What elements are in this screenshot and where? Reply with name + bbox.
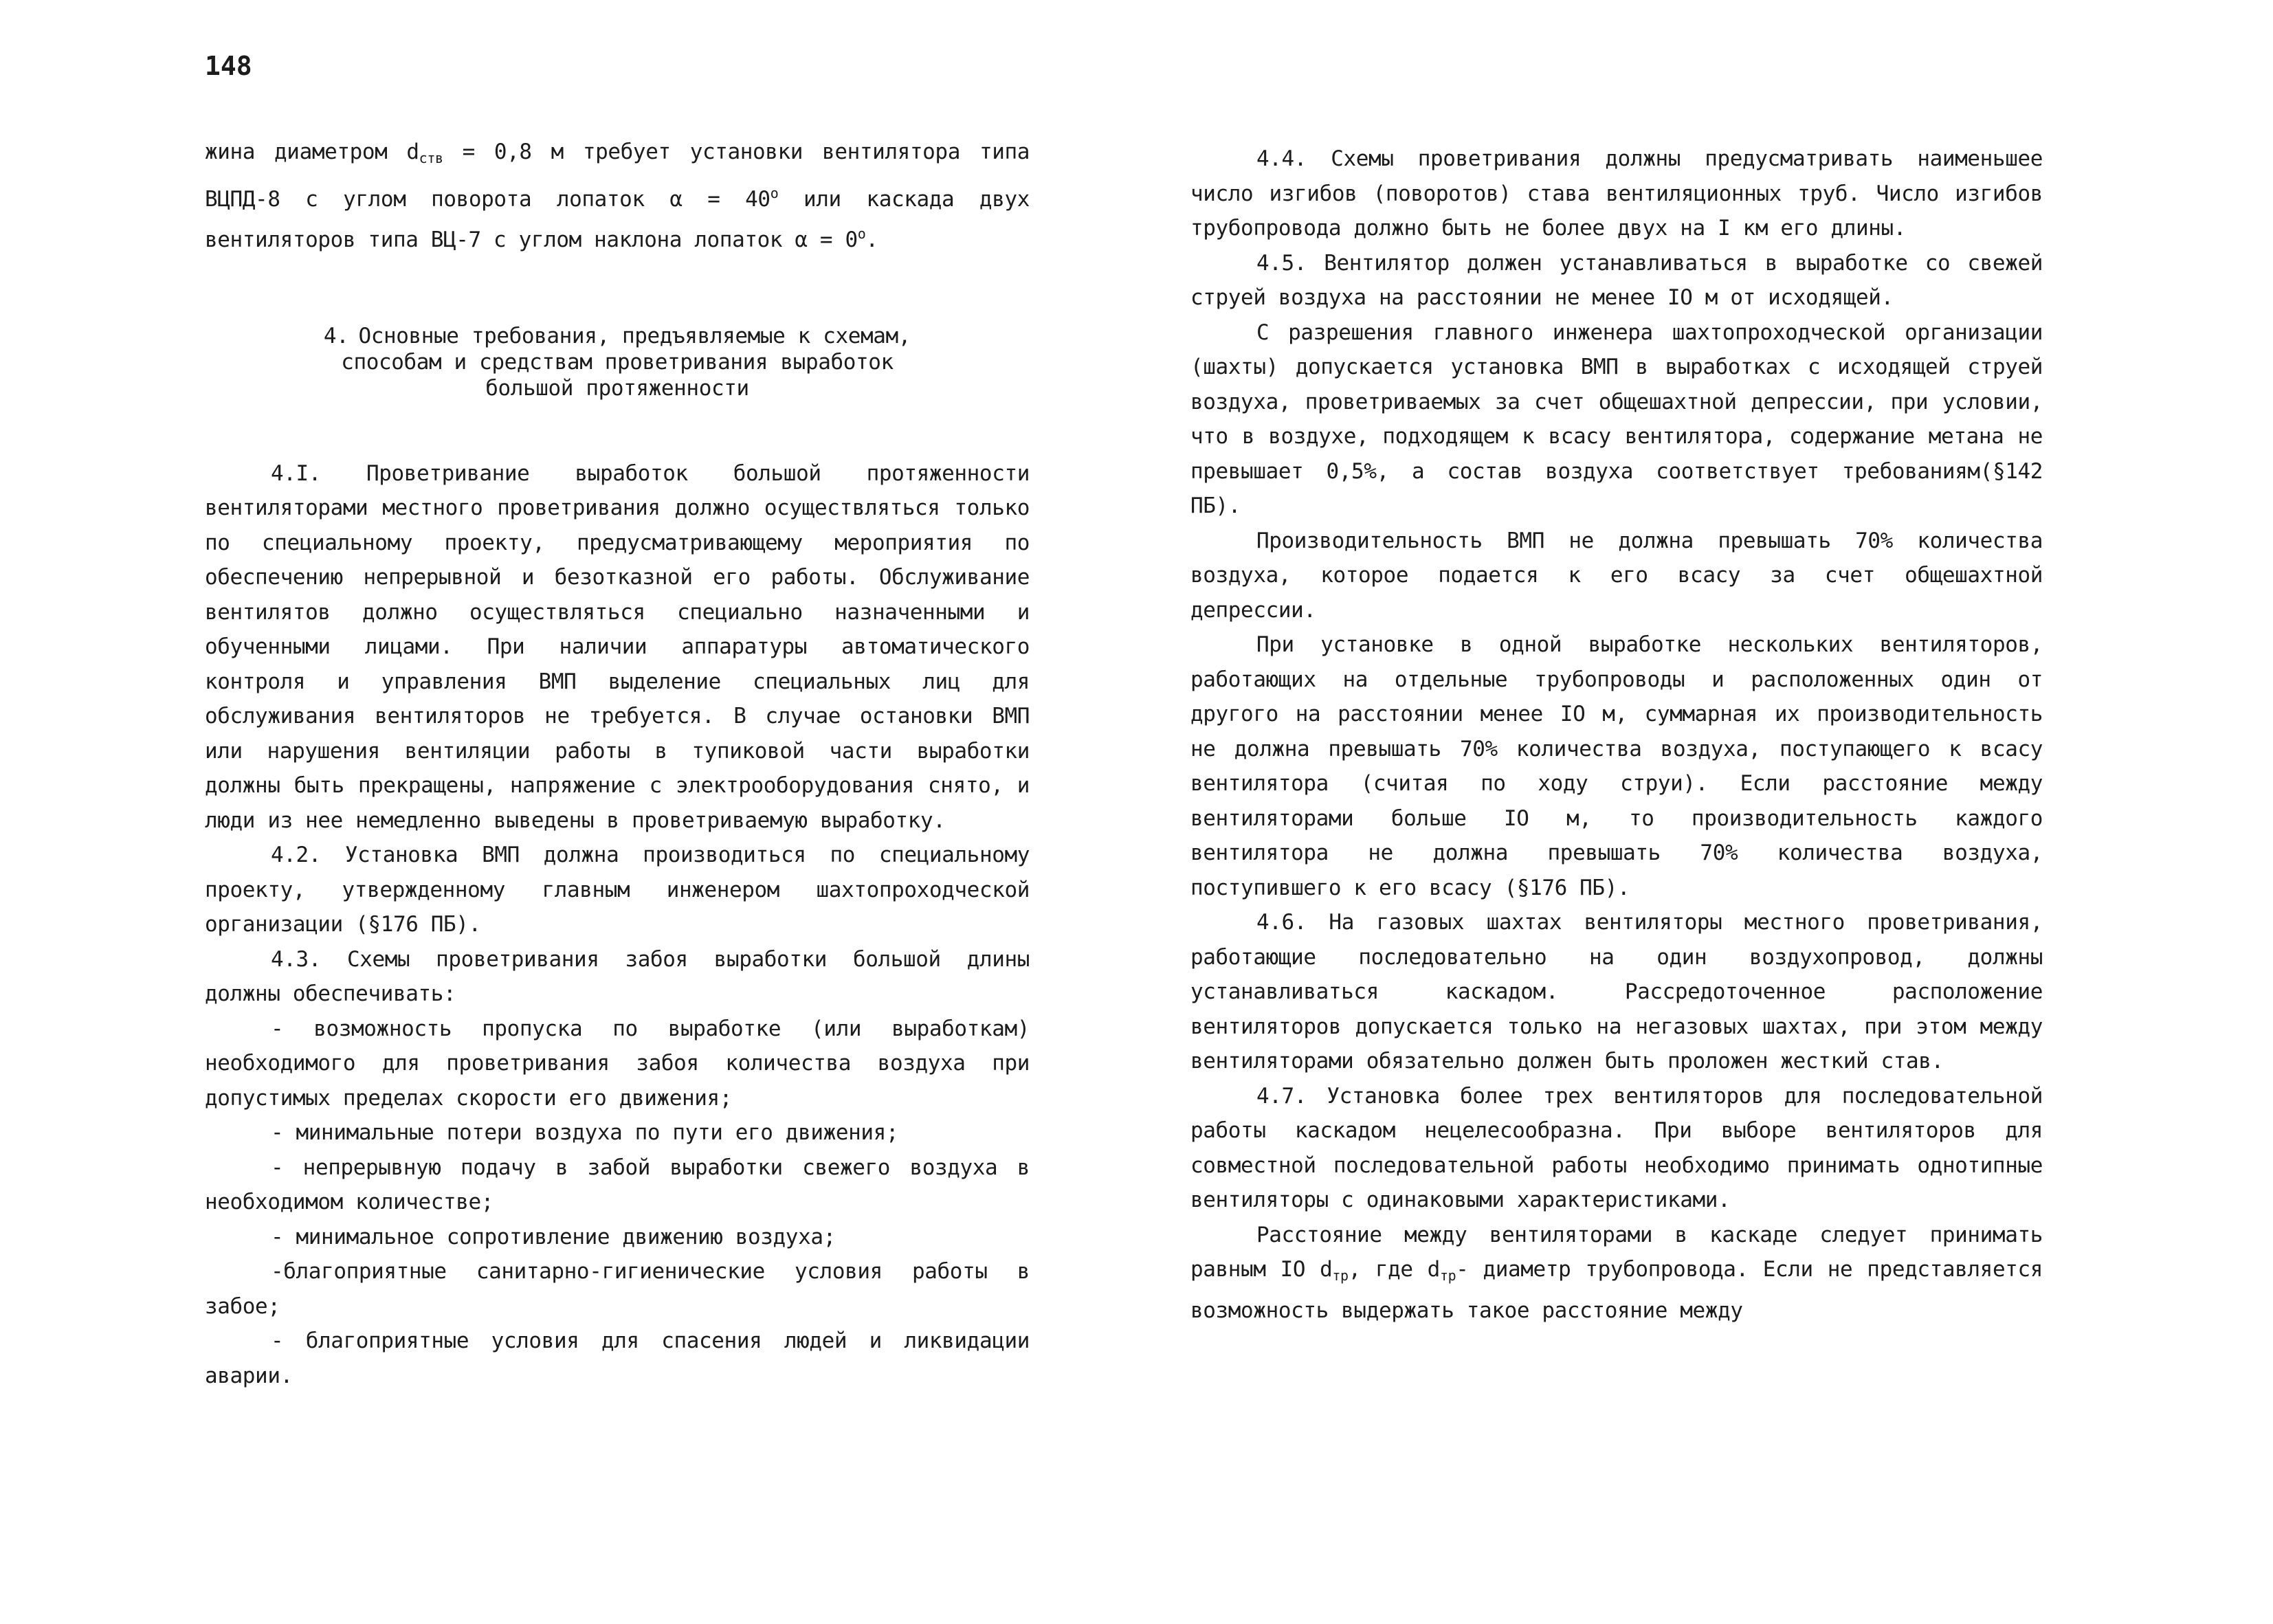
paragraph-4-3: 4.3. Схемы проветривания забоя выработки большой длины должны обеспечивать: xyxy=(205,946,1030,1006)
right-column xyxy=(1190,142,2043,1328)
paragraph-multiple-fans: При установке в одной выработке нескольких вентиляторов, работающих на отдельные трубопроводы и расположенных один от другого на расстоянии менее IO м, суммарная их производительность не должна превышать 70% количества воздуха, поступающего к всасу вентилятора (считая по ходу струи). Если расстояние между вентиляторами больше IO м, то производительность каждого вентилятора не должна превышать 70% количества воздуха, поступившего к его всасу (§176 ПБ). xyxy=(1190,632,2043,900)
paragraph-4-6: 4.6. На газовых шахтах вентиляторы местного проветривания, работающие последовательно на один воздухопровод, должны устанавливаться каскадом. Рассредоточенное расположение вентиляторов допускается только на негазовых шахтах, при этом между вентиляторами обязательно должен быть проложен жесткий став. xyxy=(1190,910,2043,1074)
intro-text-1: жина диаметром d xyxy=(205,140,419,164)
intro-text-3: или каскада двух вентиляторов типа ВЦ-7 с углом наклона лопаток α = 0 xyxy=(205,186,1030,252)
heading-line-2: способам и средствам проветривания выработок xyxy=(341,349,894,375)
list-item: - непрерывную подачу в забой выработки свежего воздуха в необходимом количестве; xyxy=(205,1155,1030,1214)
paragraph-cascade-distance xyxy=(1190,1218,2043,1328)
intro-superscript-1: о xyxy=(770,184,779,201)
heading-text-1: Основные требования, предъявляемые к схемам, xyxy=(358,323,911,348)
list-item: - благоприятные условия для спасения людей и ликвидации аварии. xyxy=(205,1328,1030,1388)
intro-text-4: . xyxy=(865,227,878,252)
paragraph-4-1: 4.I. Проветривание выработок большой протяженности вентиляторами местного проветривания должно осуществляться только по специальному проекту, предусматривающему мероприятия по обеспечению непрерывной и безотказной его работы. Обслуживание вентилятов должно осуществляться специально назначенными и обученными лицами. При наличии аппаратуры автоматического контроля и управления ВМП выделение специальных лиц для обслуживания вентиляторов не требуется. В случае остановки ВМП или нарушения вентиляции работы в тупиковой части выработки должны быть прекращены, напряжение с электрооборудования снято, и люди из нее немедленно выведены в проветриваемую выработку. xyxy=(205,460,1030,833)
list-item: - минимальные потери воздуха по пути его движения; xyxy=(271,1120,899,1145)
cascade-subscript-1: тр xyxy=(1332,1267,1349,1284)
intro-paragraph xyxy=(205,135,1030,258)
left-column xyxy=(205,135,1030,1393)
cascade-text-2: , где d xyxy=(1348,1257,1440,1282)
list-item: - минимальное сопротивление движению воздуха; xyxy=(271,1224,836,1249)
section-heading xyxy=(205,323,1030,401)
list-item: - возможность пропуска по выработке (или выработкам) необходимого для проветривания забоя количества воздуха при допустимых пределах скорости его движения; xyxy=(205,1016,1030,1111)
cascade-subscript-2: тр xyxy=(1439,1267,1456,1284)
paragraph-4-5: 4.5. Вентилятор должен устанавливаться в выработке со свежей струей воздуха на расстоянии не менее IO м от исходящей. xyxy=(1190,250,2043,310)
paragraph-capacity: Производительность ВМП не должна превышать 70% количества воздуха, которое подается к его всасу за счет общешахтной депрессии. xyxy=(1190,528,2043,623)
cascade-text-1: Расстояние между вентиляторами в каскаде следует принимать равным IO d xyxy=(1190,1222,2043,1282)
heading-line-1 xyxy=(205,323,1030,349)
cascade-text-3: - диаметр трубопровода. Если не представляется возможность выдержать такое расстояние между xyxy=(1190,1257,2043,1323)
intro-text-2: = 0,8 м требует установки вентилятора типа ВЦПД-8 с углом поворота лопаток α = 40 xyxy=(205,140,1030,212)
heading-number: 4. xyxy=(323,323,349,348)
intro-subscript: ств xyxy=(419,150,443,166)
paragraph-4-4: 4.4. Схемы проветривания должны предусматривать наименьшее число изгибов (поворотов) става вентиляционных труб. Число изгибов трубопровода должно быть не более двух на I км его длины. xyxy=(1190,146,2043,241)
paragraph-exhaust-permission: С разрешения главного инженера шахтопроходческой организации (шахты) допускается установка ВМП в выработках с исходящей струей воздуха, проветриваемых за счет общешахтной депрессии, при условии, что в воздухе, подходящем к всасу вентилятора, содержание метана не превышает 0,5%, а состав воздуха соответствует требованиям(§142 ПБ). xyxy=(1190,320,2043,518)
heading-line-3: большой протяженности xyxy=(485,375,749,401)
page-number: 148 xyxy=(205,51,252,81)
list-item: -благоприятные санитарно-гигиенические условия работы в забое; xyxy=(205,1259,1030,1319)
intro-superscript-2: о xyxy=(857,225,866,242)
paragraph-4-7: 4.7. Установка более трех вентиляторов для последовательной работы каскадом нецелесообразна. При выборе вентиляторов для совместной последовательной работы необходимо принимать однотипные вентиляторы с одинаковыми характеристиками. xyxy=(1190,1083,2043,1212)
paragraph-4-2: 4.2. Установка ВМП должна производиться по специальному проекту, утвержденному главным инженером шахтопроходческой организации (§176 ПБ). xyxy=(205,843,1030,937)
